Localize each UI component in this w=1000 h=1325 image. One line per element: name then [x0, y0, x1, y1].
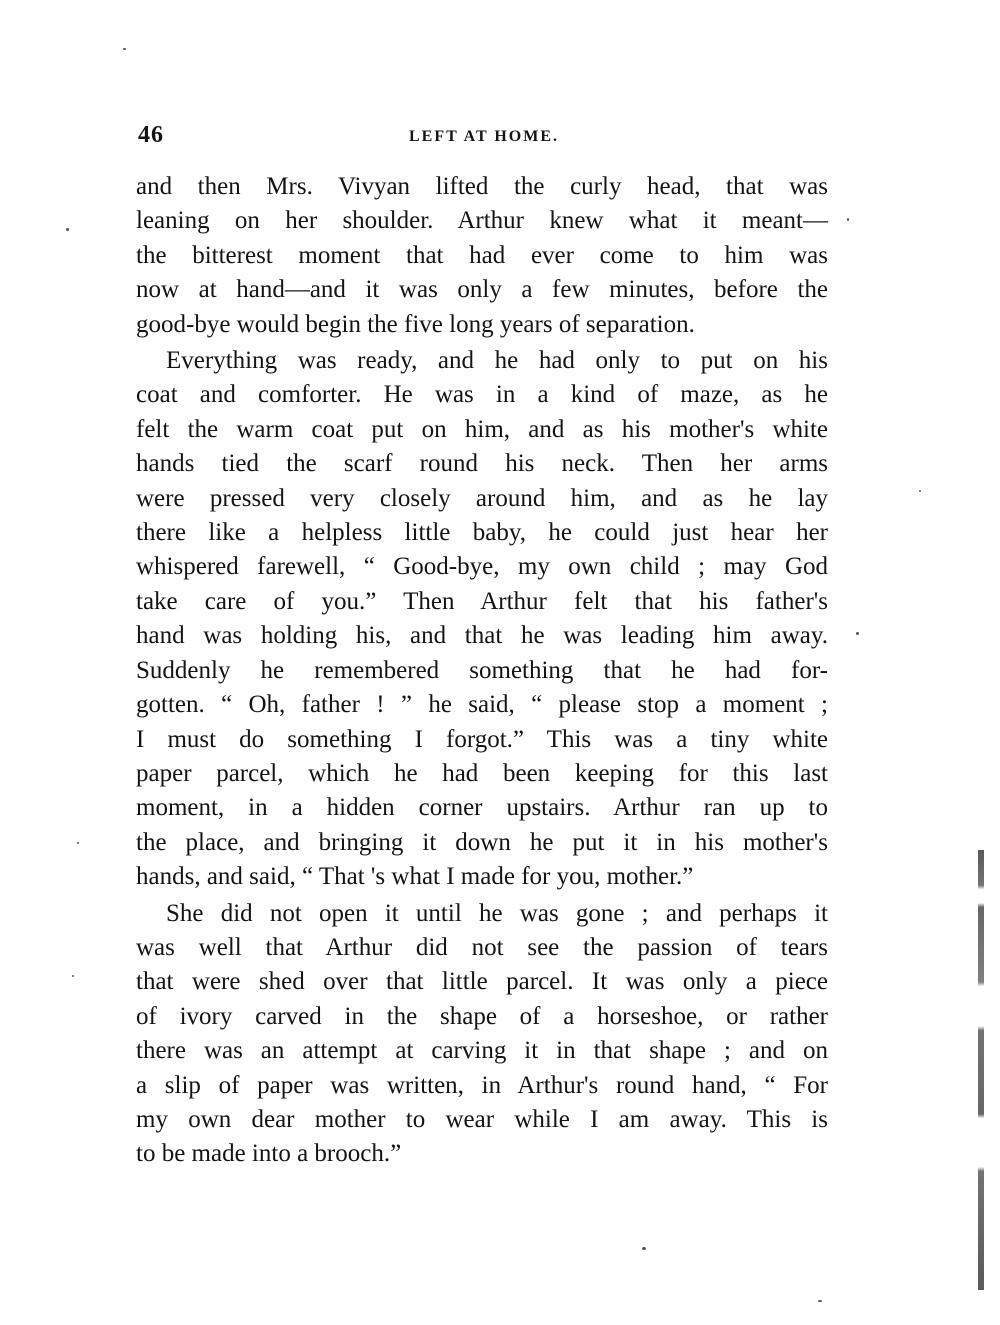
scan-speck — [66, 228, 69, 231]
scan-speck — [72, 975, 74, 977]
text-line: Everything was ready, and he had only to put on his — [166, 347, 828, 375]
text-line: Suddenly he remembered something that he had for- — [136, 656, 828, 684]
paragraph-3 — [136, 897, 828, 1172]
text-line: there like a helpless little baby, he could just hear her — [136, 519, 828, 547]
text-line: now at hand—and it was only a few minutes, before the — [136, 276, 828, 304]
text-line: to be made into a brooch.” — [136, 1140, 402, 1168]
text-line: was well that Arthur did not see the passion of tears — [136, 933, 828, 961]
paragraph-2 — [136, 344, 828, 895]
running-title: LEFT AT HOME. — [408, 128, 560, 145]
scan-speck — [77, 842, 79, 844]
text-line: my own dear mother to wear while I am away. This is — [136, 1105, 828, 1133]
text-line: the bitterest moment that had ever come to him was — [136, 241, 828, 269]
paragraph-1 — [136, 170, 828, 342]
text-line: paper parcel, which he had been keeping for this last — [136, 759, 828, 787]
scan-speck — [818, 1300, 822, 1302]
text-line: the place, and bringing it down he put it in his mother's — [136, 828, 828, 856]
text-line: good-bye would begin the five long years of separation. — [136, 310, 695, 338]
text-line: hand was holding his, and that he was leading him away. — [136, 622, 828, 650]
text-line: were pressed very closely around him, and as he lay — [136, 484, 828, 512]
text-line: take care of you.” Then Arthur felt that his father's — [136, 587, 828, 615]
text-line: a slip of paper was written, in Arthur's round hand, “ For — [136, 1071, 828, 1099]
text-line: there was an attempt at carving it in that shape ; and on — [136, 1037, 828, 1065]
text-line: leaning on her shoulder. Arthur knew what it meant— — [136, 207, 828, 235]
text-line: that were shed over that little parcel. It was only a piece — [136, 968, 828, 996]
text-line: hands, and said, “ That 's what I made for you, mother.” — [136, 863, 694, 891]
text-line: gotten. “ Oh, father ! ” he said, “ please stop a moment ; — [136, 691, 828, 719]
page-number: 46 — [138, 122, 164, 148]
scan-speck — [642, 1247, 646, 1250]
scan-speck — [919, 490, 921, 492]
text-line: felt the warm coat put on him, and as his mother's white — [136, 415, 828, 443]
binding-shadow — [978, 850, 984, 1290]
scan-speck — [847, 218, 849, 221]
body-text — [136, 170, 828, 1172]
text-line: She did not open it until he was gone ; and perhaps it — [166, 899, 828, 927]
scan-speck — [856, 632, 859, 635]
text-line: coat and comforter. He was in a kind of maze, as he — [136, 381, 828, 409]
text-line: and then Mrs. Vivyan lifted the curly head, that was — [136, 173, 828, 200]
text-line: I must do something I forgot.” This was a tiny white — [136, 725, 828, 753]
text-line: moment, in a hidden corner upstairs. Arthur ran up to — [136, 794, 828, 822]
text-line: of ivory carved in the shape of a horseshoe, or rather — [136, 1002, 828, 1030]
text-line: hands tied the scarf round his neck. Then her arms — [136, 450, 828, 478]
text-line: whispered farewell, “ Good-bye, my own child ; may God — [136, 553, 828, 581]
scan-speck — [123, 48, 126, 50]
page-header — [138, 122, 830, 152]
